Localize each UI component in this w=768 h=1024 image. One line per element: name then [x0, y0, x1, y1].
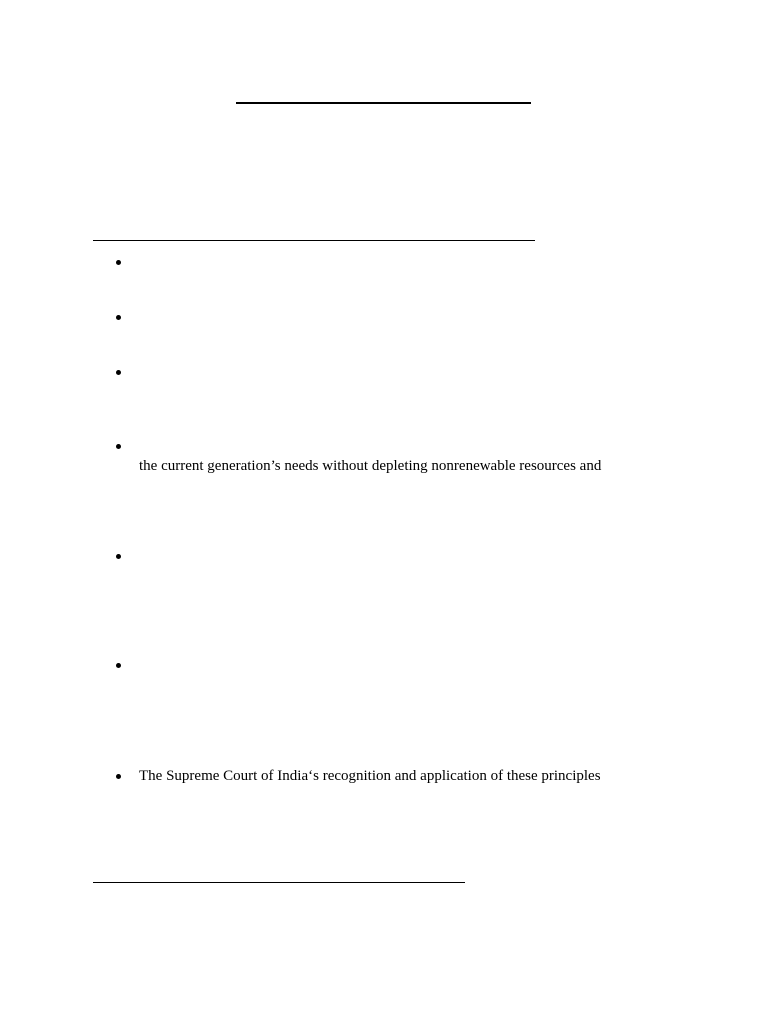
bullet-text-4: the current generation’s needs without depleting nonrenewable resources and	[139, 458, 602, 474]
section-underline-2	[93, 882, 465, 883]
bullet-dot-icon	[116, 315, 121, 320]
bullet-marker-4	[115, 443, 123, 451]
title-underline	[236, 102, 531, 104]
bullet-marker-2	[115, 314, 123, 322]
bullet-dot-icon	[116, 444, 121, 449]
bullet-dot-icon	[116, 370, 121, 375]
bullet-dot-icon	[116, 554, 121, 559]
section-underline-1	[93, 240, 535, 241]
bullet-text-7: The Supreme Court of India‘s recognition and application of these principles	[139, 768, 601, 784]
bullet-marker-3	[115, 369, 123, 377]
bullet-dot-icon	[116, 260, 121, 265]
bullet-dot-icon	[116, 663, 121, 668]
bullet-dot-icon	[116, 774, 121, 779]
bullet-marker-5	[115, 553, 123, 561]
bullet-marker-6	[115, 662, 123, 670]
bullet-marker-1	[115, 259, 123, 267]
bullet-marker-7	[115, 773, 123, 781]
